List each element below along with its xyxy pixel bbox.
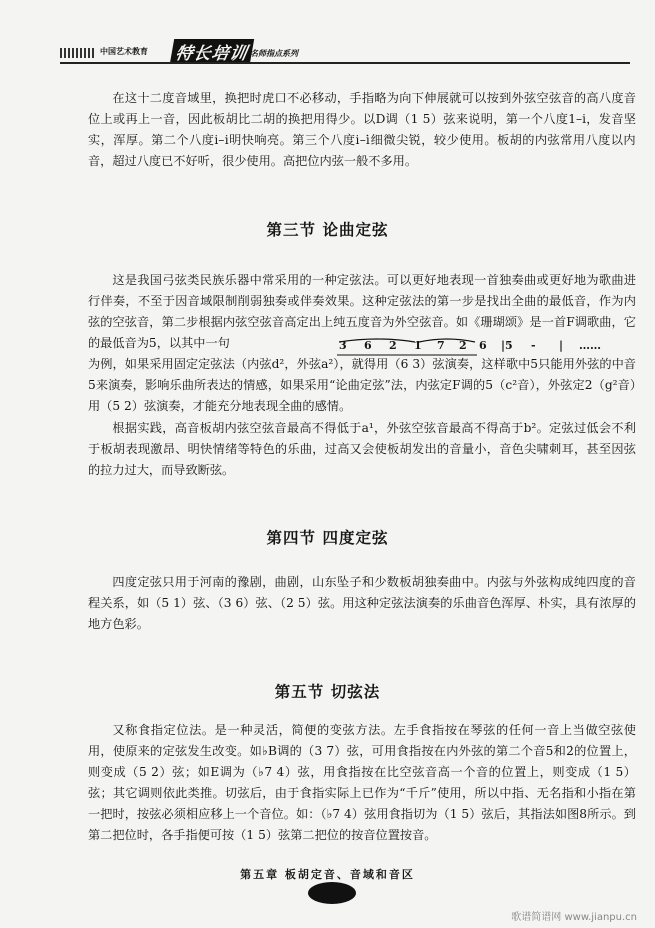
page-number-oval <box>308 882 356 904</box>
note-1: 3 <box>339 339 347 352</box>
header-publisher: 中国艺术教育 <box>100 47 148 56</box>
ellipsis: …… <box>579 339 601 352</box>
header-rule <box>60 62 630 64</box>
section-3-paragraph-1: 这是我国弓弦类民族乐器中常采用的一种定弦法。可以更好地表现一首独奏曲或更好地为歌曲进行伴奏，不至于因音域限制削弱独奏或伴奏效果。这种定弦法的第一步是找出全曲的最低音，作为内弦的空弦音，第二步根据内弦空弦音高定出上纯五度音为外空弦音。如《珊瑚颂》是一首F调歌曲，它的最低音为5，以其中一句 <box>88 273 636 350</box>
site-watermark: 歌谱简谱网 www.jianpu.cn <box>511 912 637 923</box>
section-5-title: 第五节 切弦法 <box>274 683 381 701</box>
note-3: 2 <box>389 339 397 352</box>
section-3-paragraph-2: 为例，如果采用固定定弦法（内弦d²，外弦a²），就得用（6 3）弦演奏，这样歌中5只能用外弦的中音5来演奏，影响乐曲所表达的情感，如果采用“论曲定弦”法，内弦定F调的5（c²音），外弦定2（g²音）用（5 2）弦演奏，才能充分地表现全曲的感情。 <box>88 357 636 413</box>
header-brand-logo: 特长培训 <box>170 39 254 64</box>
intro-paragraph: 在这十二度音域里，换把时虎口不必移动，手指略为向下伸展就可以按到外弦空弦音的高八度音位上或再上一音，因此板胡比二胡的换把用得少。以D调（1 5）弦来说明，第一个八度1–i，发音坚实，浑厚。第二个八度i–ⅰ明快响亮。第三个八度ⅰ–ⅰ̇细微尖锐，较少使用。板胡的内弦常用八度以内音，超过八度已不好听，很少使用。高把位内弦一般不多用。 <box>88 91 636 168</box>
note-2: 6 <box>364 339 372 352</box>
note-6: 2 <box>459 339 467 352</box>
barline: | <box>559 339 564 352</box>
header-series: 名师指点系列 <box>250 48 298 58</box>
section-5-paragraph-1: 又称食指定位法。是一种灵活，简便的变弦方法。左手食指按在琴弦的任何一音上当做空弦使用，使原来的定弦发生改变。如♭B调的（3 7）弦，可用食指按在内外弦的第二个音5和2̇的位置上，则变成（5 2̇）弦；如E调为（♭7 4）弦，用食指按在比空弦音高一个音的位置上，则变成（1 5）弦；其它调则依此类推。切弦后，由于食指实际上已作为“千斤”使用，所以中指、无名指和小指在第一把时，按弦必须相应移上一个音位。如：（♭7 4）弦用食指切为（1 5）弦后，其指法如图8所示。到第二把位时，各手指便可按（1 5）弦第二把位的按音位置按音。 <box>88 723 636 842</box>
note-8: |5 <box>501 339 513 352</box>
page-footer: 第五章 板胡定音、音域和音区 <box>240 868 415 881</box>
section-3-title: 第三节 论曲定弦 <box>266 221 389 239</box>
section-4-title: 第四节 四度定弦 <box>266 529 389 547</box>
header-dot-ornament <box>60 48 94 58</box>
note-7: 6 <box>479 339 487 352</box>
note-9: - <box>531 339 536 352</box>
section-4-paragraph-1: 四度定弦只用于河南的豫剧，曲剧，山东坠子和少数板胡独奏曲中。内弦与外弦构成纯四度的音程关系，如（5 1）弦、（3 6）弦、（2 5）弦。用这种定弦法演奏的乐曲音色浑厚、朴实，具有浓厚的地方色彩。 <box>88 575 636 631</box>
note-4: 1 <box>414 339 422 352</box>
page-header <box>60 42 630 64</box>
section-3-paragraph-3: 根据实践，高音板胡内弦空弦音最高不得低于a¹，外弦空弦音最高不得高于b²。定弦过低会不利于板胡表现激昂、明快情绪等特色的乐曲，过高又会使板胡发出的音量小，音色尖啸刺耳，甚至因弦的拉力过大，而导致断弦。 <box>88 421 636 477</box>
note-5: 7 <box>437 339 445 352</box>
